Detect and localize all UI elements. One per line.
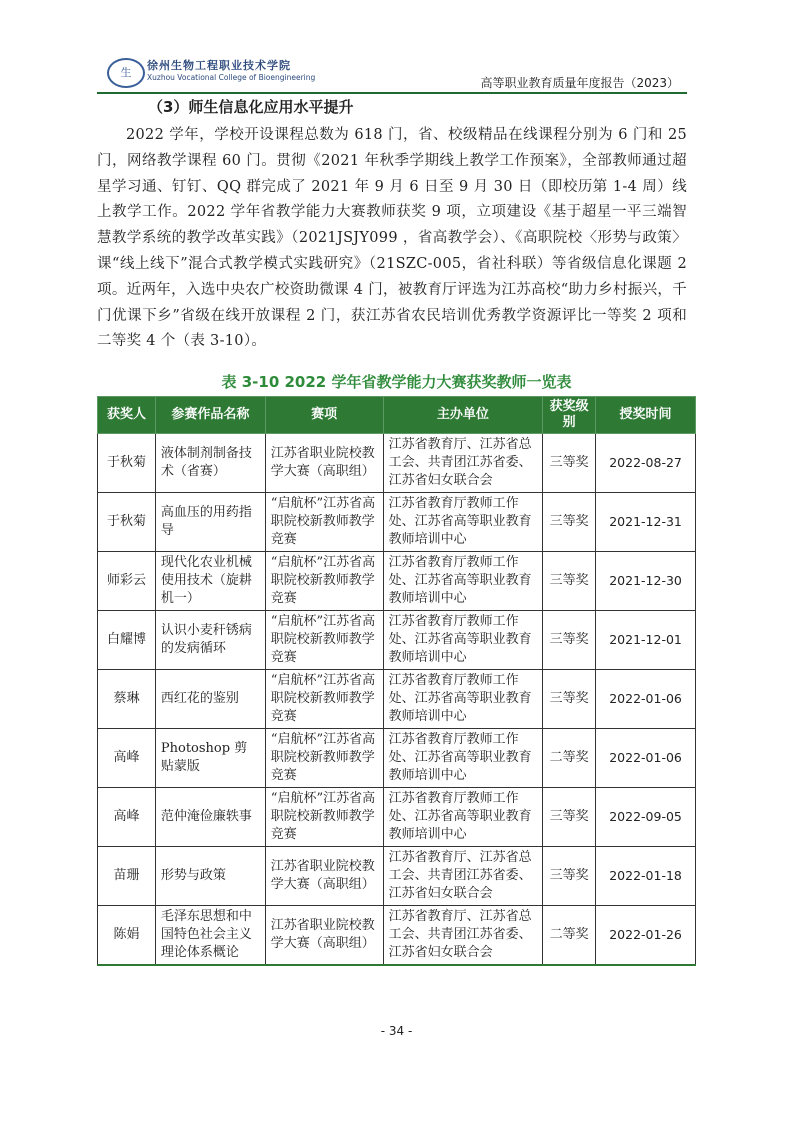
cell-level: 三等奖 bbox=[543, 493, 596, 552]
cell-organizer: 江苏省教育厅教师工作处、江苏省高等职业教育教师培训中心 bbox=[383, 493, 543, 552]
cell-level: 二等奖 bbox=[543, 906, 596, 966]
cell-event: “启航杯”江苏省高职院校新教师教学竞赛 bbox=[265, 611, 383, 670]
cell-organizer: 江苏省教育厅、江苏省总工会、共青团江苏省委、江苏省妇女联合会 bbox=[383, 906, 543, 966]
cell-organizer: 江苏省教育厅教师工作处、江苏省高等职业教育教师培训中心 bbox=[383, 552, 543, 611]
col-header-event: 赛项 bbox=[265, 397, 383, 434]
cell-winner: 师彩云 bbox=[98, 552, 156, 611]
cell-work: 高血压的用药指导 bbox=[155, 493, 265, 552]
cell-level: 三等奖 bbox=[543, 434, 596, 493]
logo-mark: 生 bbox=[120, 66, 132, 79]
cell-date: 2022-09-05 bbox=[596, 788, 696, 847]
table-row bbox=[98, 611, 696, 670]
cell-work: 现代化农业机械使用技术（旋耕机一） bbox=[155, 552, 265, 611]
body-paragraph: 2022 学年，学校开设课程总数为 618 门，省、校级精品在线课程分别为 6 门和 25 门，网络教学课程 60 门。贯彻《2021 年秋季学期线上教学工作预案》，全部教师通过超星学习通、钉钉、QQ 群完成了 2021 年 9 月 6 日至 9 月 30 日（即校历第 1-4 周）线上教学工作。2022 学年省教学能力大赛教师获奖 9 项，立项建设《基于超星一平三端智慧教学系统的教学改革实践》（2021JSJY099 ，省高教学会）、《高职院校〈形势与政策〉课“线上线下”混合式教学模式实践研究》（21SZC-005，省社科联）等省级信息化课题 2 项。近两年，入选中央农广校资助微课 4 门，被教育厅评选为江苏高校“助力乡村振兴，千门优课下乡”省级在线开放课程 2 门，获江苏省农民培训优秀教学资源评比一等奖 2 项和二等奖 4 个（表 3-10）。 bbox=[97, 127, 687, 350]
cell-winner: 蔡琳 bbox=[98, 670, 156, 729]
cell-work: 毛泽东思想和中国特色社会主义理论体系概论 bbox=[155, 906, 265, 966]
cell-organizer: 江苏省教育厅、江苏省总工会、共青团江苏省委、江苏省妇女联合会 bbox=[383, 847, 543, 906]
col-header-winner: 获奖人 bbox=[98, 397, 156, 434]
cell-level: 三等奖 bbox=[543, 611, 596, 670]
header-divider bbox=[97, 92, 687, 94]
cell-organizer: 江苏省教育厅教师工作处、江苏省高等职业教育教师培训中心 bbox=[383, 788, 543, 847]
school-name-cn: 徐州生物工程职业技术学院 bbox=[147, 59, 291, 72]
cell-organizer: 江苏省教育厅教师工作处、江苏省高等职业教育教师培训中心 bbox=[383, 611, 543, 670]
cell-event: “启航杯”江苏省高职院校新教师教学竞赛 bbox=[265, 729, 383, 788]
table-row bbox=[98, 847, 696, 906]
cell-date: 2022-01-26 bbox=[596, 906, 696, 966]
table-header-row bbox=[98, 397, 696, 434]
col-header-level: 获奖级别 bbox=[543, 397, 596, 434]
cell-work: 认识小麦秆锈病的发病循环 bbox=[155, 611, 265, 670]
cell-date: 2021-12-30 bbox=[596, 552, 696, 611]
table-row bbox=[98, 670, 696, 729]
cell-organizer: 江苏省教育厅教师工作处、江苏省高等职业教育教师培训中心 bbox=[383, 670, 543, 729]
cell-winner: 于秋菊 bbox=[98, 434, 156, 493]
page-number: - 34 - bbox=[380, 1024, 413, 1038]
awards-table bbox=[97, 396, 696, 966]
cell-event: 江苏省职业院校教学大赛（高职组） bbox=[265, 434, 383, 493]
school-name-en: Xuzhou Vocational College of Bioengineering bbox=[147, 73, 316, 82]
cell-level: 三等奖 bbox=[543, 670, 596, 729]
table-row bbox=[98, 552, 696, 611]
cell-level: 二等奖 bbox=[543, 729, 596, 788]
cell-work: 液体制剂制备技术（省赛） bbox=[155, 434, 265, 493]
table-row bbox=[98, 434, 696, 493]
page-header bbox=[97, 52, 687, 94]
cell-work: 西红花的鉴别 bbox=[155, 670, 265, 729]
section-heading: （3）师生信息化应用水平提升 bbox=[148, 98, 354, 116]
report-title: 高等职业教育质量年度报告（2023） bbox=[480, 76, 679, 90]
col-header-work: 参赛作品名称 bbox=[155, 397, 265, 434]
cell-winner: 陈娟 bbox=[98, 906, 156, 966]
cell-organizer: 江苏省教育厅、江苏省总工会、共青团江苏省委、江苏省妇女联合会 bbox=[383, 434, 543, 493]
cell-organizer: 江苏省教育厅教师工作处、江苏省高等职业教育教师培训中心 bbox=[383, 729, 543, 788]
cell-winner: 高峰 bbox=[98, 729, 156, 788]
school-logo bbox=[107, 58, 145, 88]
cell-event: 江苏省职业院校教学大赛（高职组） bbox=[265, 847, 383, 906]
cell-winner: 白耀博 bbox=[98, 611, 156, 670]
cell-date: 2021-12-01 bbox=[596, 611, 696, 670]
cell-work: Photoshop 剪贴蒙版 bbox=[155, 729, 265, 788]
cell-date: 2021-12-31 bbox=[596, 493, 696, 552]
table-row bbox=[98, 493, 696, 552]
col-header-organizer: 主办单位 bbox=[383, 397, 543, 434]
cell-date: 2022-01-18 bbox=[596, 847, 696, 906]
table-caption: 表 3-10 2022 学年省教学能力大赛获奖教师一览表 bbox=[221, 373, 572, 391]
cell-date: 2022-01-06 bbox=[596, 729, 696, 788]
cell-event: “启航杯”江苏省高职院校新教师教学竞赛 bbox=[265, 493, 383, 552]
col-header-date: 授奖时间 bbox=[596, 397, 696, 434]
cell-level: 三等奖 bbox=[543, 552, 596, 611]
cell-event: “启航杯”江苏省高职院校新教师教学竞赛 bbox=[265, 670, 383, 729]
cell-work: 形势与政策 bbox=[155, 847, 265, 906]
cell-winner: 高峰 bbox=[98, 788, 156, 847]
cell-level: 三等奖 bbox=[543, 788, 596, 847]
table-row bbox=[98, 906, 696, 966]
cell-work: 范仲淹俭廉轶事 bbox=[155, 788, 265, 847]
cell-date: 2022-01-06 bbox=[596, 670, 696, 729]
cell-event: 江苏省职业院校教学大赛（高职组） bbox=[265, 906, 383, 966]
table-row bbox=[98, 788, 696, 847]
cell-event: “启航杯”江苏省高职院校新教师教学竞赛 bbox=[265, 552, 383, 611]
cell-date: 2022-08-27 bbox=[596, 434, 696, 493]
cell-winner: 苗珊 bbox=[98, 847, 156, 906]
cell-winner: 于秋菊 bbox=[98, 493, 156, 552]
cell-event: “启航杯”江苏省高职院校新教师教学竞赛 bbox=[265, 788, 383, 847]
cell-level: 三等奖 bbox=[543, 847, 596, 906]
table-row bbox=[98, 729, 696, 788]
